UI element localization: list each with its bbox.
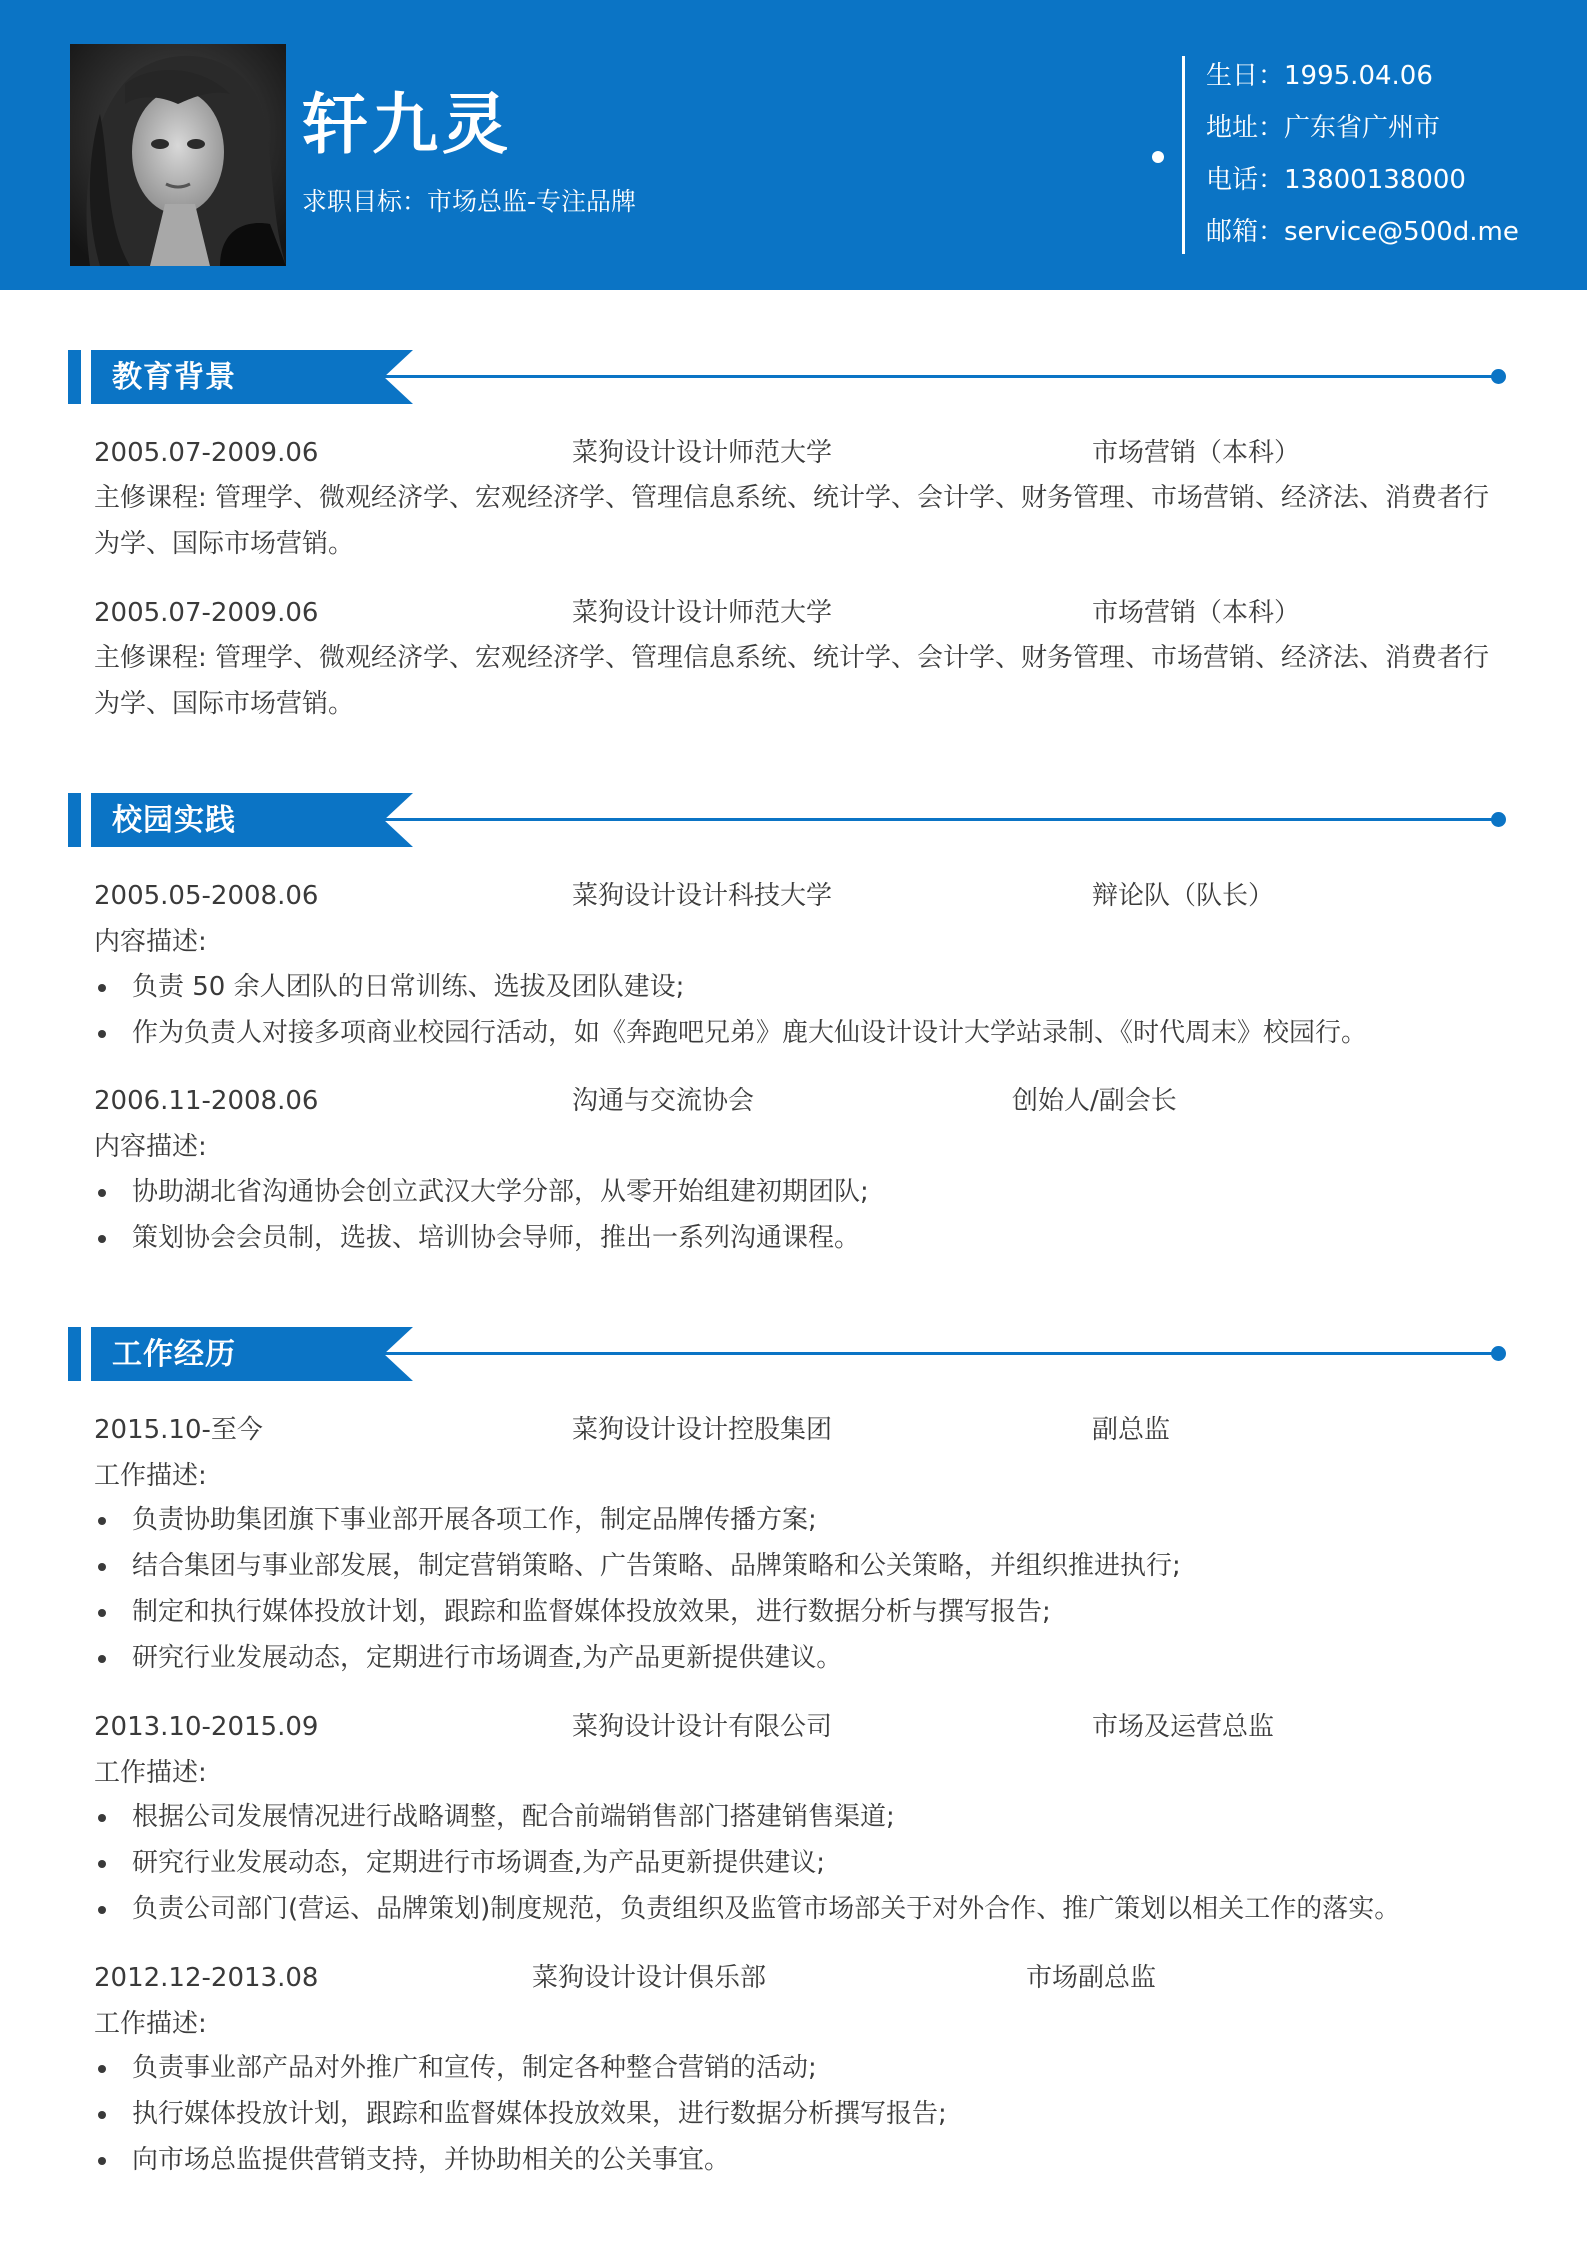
entry-position: 市场及运营总监 — [1092, 1712, 1275, 1742]
campus-entry-header — [94, 876, 1494, 916]
description-label: 工作描述: — [94, 1461, 207, 1491]
section-title: 工作经历 — [112, 1337, 236, 1372]
portrait-image — [70, 44, 286, 266]
section-header-work — [68, 1327, 1508, 1381]
entry-role: 创始人/副会长 — [1012, 1086, 1177, 1116]
description-label: 工作描述: — [94, 2009, 207, 2039]
contact-info — [1206, 54, 1576, 262]
entry-school: 菜狗设计设计师范大学 — [572, 438, 833, 468]
description-label: 工作描述: — [94, 1758, 207, 1788]
section-line-dot — [1491, 369, 1506, 384]
entry-company: 菜狗设计设计俱乐部 — [532, 1963, 767, 1993]
candidate-name: 轩九灵 — [302, 86, 512, 163]
campus-entry-header — [94, 1081, 1494, 1121]
entry-date: 2012.12-2013.08 — [94, 1963, 319, 1993]
entry-date: 2005.05-2008.06 — [94, 881, 319, 911]
entry-org: 菜狗设计设计科技大学 — [572, 881, 833, 911]
entry-school: 菜狗设计设计师范大学 — [572, 598, 833, 628]
entry-position: 副总监 — [1092, 1415, 1171, 1445]
section-title: 校园实践 — [112, 803, 236, 838]
campus-duties — [94, 1169, 1514, 1261]
list-item: 结合集团与事业部发展，制定营销策略、广告策略、品牌策略和公关策略，并组织推进执行; — [94, 1543, 1514, 1589]
entry-date: 2013.10-2015.09 — [94, 1712, 319, 1742]
education-entry-header — [94, 593, 1494, 633]
list-item: 根据公司发展情况进行战略调整，配合前端销售部门搭建销售渠道; — [94, 1794, 1514, 1840]
header-banner — [0, 0, 1587, 290]
education-courses: 主修课程: 管理学、微观经济学、宏观经济学、管理信息系统、统计学、会计学、财务管理、市场营销、经济法、消费者行为学、国际市场营销。 — [94, 643, 1490, 719]
contact-phone: 电话：13800138000 — [1206, 165, 1466, 195]
description-label: 内容描述: — [94, 1132, 207, 1162]
entry-major: 市场营销（本科） — [1092, 438, 1301, 468]
entry-role: 辩论队（队长） — [1092, 881, 1275, 911]
contact-address: 地址：广东省广州市 — [1206, 113, 1441, 143]
vertical-divider — [1182, 56, 1185, 254]
entry-date: 2005.07-2009.06 — [94, 598, 319, 628]
entry-date: 2006.11-2008.06 — [94, 1086, 319, 1116]
education-courses: 主修课程: 管理学、微观经济学、宏观经济学、管理信息系统、统计学、会计学、财务管理、市场营销、经济法、消费者行为学、国际市场营销。 — [94, 483, 1490, 559]
work-duties — [94, 2045, 1514, 2183]
work-duties — [94, 1497, 1514, 1681]
contact-birthday: 生日：1995.04.06 — [1206, 61, 1433, 91]
entry-company: 菜狗设计设计有限公司 — [572, 1712, 833, 1742]
list-item: 作为负责人对接多项商业校园行活动，如《奔跑吧兄弟》鹿大仙设计设计大学站录制、《时代周末》校园行。 — [94, 1010, 1514, 1056]
description-label: 内容描述: — [94, 927, 207, 957]
entry-date: 2015.10-至今 — [94, 1415, 263, 1445]
list-item: 策划协会会员制，选拔、培训协会导师，推出一系列沟通课程。 — [94, 1215, 1514, 1261]
work-entry-header — [94, 1410, 1494, 1450]
section-title: 教育背景 — [112, 360, 236, 395]
entry-company: 菜狗设计设计控股集团 — [572, 1415, 833, 1445]
entry-date: 2005.07-2009.06 — [94, 438, 319, 468]
list-item: 负责事业部产品对外推广和宣传，制定各种整合营销的活动; — [94, 2045, 1514, 2091]
list-item: 研究行业发展动态，定期进行市场调查,为产品更新提供建议。 — [94, 1635, 1514, 1681]
job-objective: 求职目标：市场总监-专注品牌 — [302, 187, 637, 216]
list-item: 执行媒体投放计划，跟踪和监督媒体投放效果，进行数据分析撰写报告; — [94, 2091, 1514, 2137]
list-item: 协助湖北省沟通协会创立武汉大学分部，从零开始组建初期团队; — [94, 1169, 1514, 1215]
work-entry-header — [94, 1707, 1494, 1747]
section-line-dot — [1491, 1346, 1506, 1361]
list-item: 负责协助集团旗下事业部开展各项工作，制定品牌传播方案; — [94, 1497, 1514, 1543]
work-duties — [94, 1794, 1514, 1932]
entry-org: 沟通与交流协会 — [572, 1086, 755, 1116]
list-item: 向市场总监提供营销支持，并协助相关的公关事宜。 — [94, 2137, 1514, 2183]
divider-dot — [1152, 151, 1164, 163]
campus-duties — [94, 964, 1514, 1056]
contact-email: 邮箱：service@500d.me — [1206, 217, 1519, 247]
entry-major: 市场营销（本科） — [1092, 598, 1301, 628]
work-entry-header — [94, 1958, 1494, 1998]
section-header-campus — [68, 793, 1508, 847]
list-item: 研究行业发展动态，定期进行市场调查,为产品更新提供建议; — [94, 1840, 1514, 1886]
list-item: 负责 50 余人团队的日常训练、选拔及团队建设; — [94, 964, 1514, 1010]
education-entry-header — [94, 433, 1494, 473]
profile-photo — [70, 44, 286, 266]
list-item: 制定和执行媒体投放计划，跟踪和监督媒体投放效果，进行数据分析与撰写报告; — [94, 1589, 1514, 1635]
list-item: 负责公司部门(营运、品牌策划)制度规范，负责组织及监管市场部关于对外合作、推广策划以相关工作的落实。 — [94, 1886, 1514, 1932]
section-header-education — [68, 350, 1508, 404]
entry-position: 市场副总监 — [1026, 1963, 1157, 1993]
section-line-dot — [1491, 812, 1506, 827]
